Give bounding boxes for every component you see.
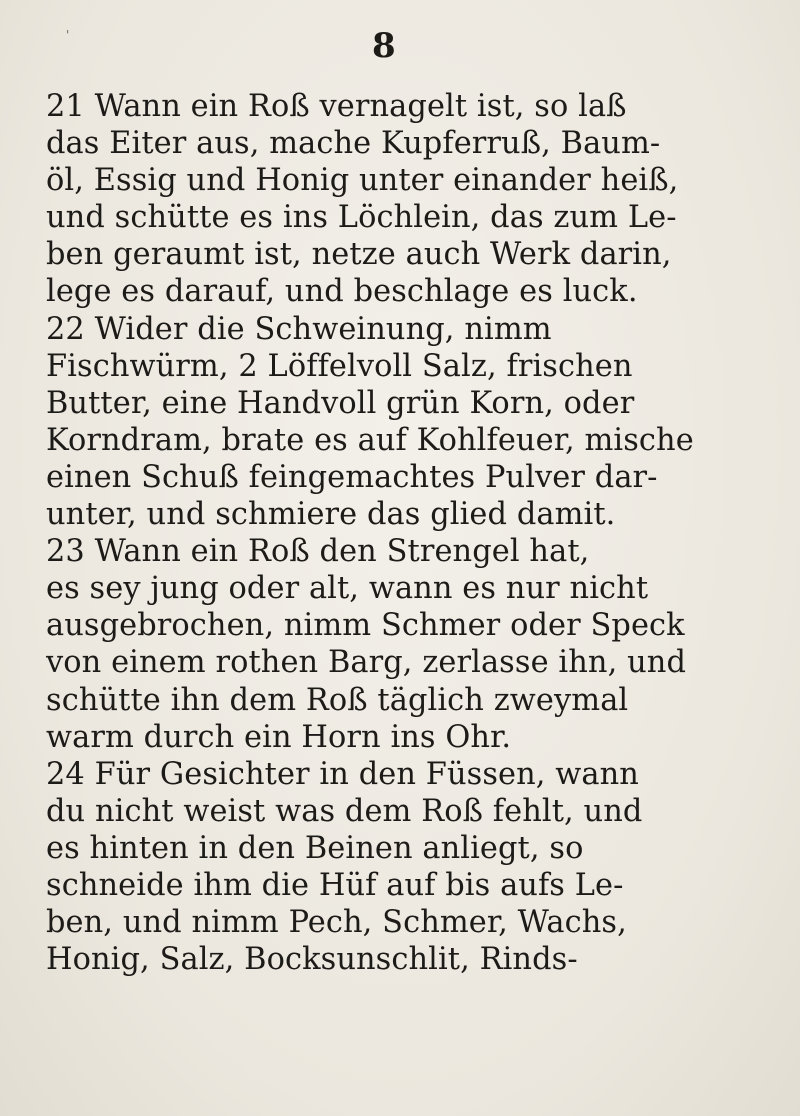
- text-line: Honig, Salz, Bocksunschlit, Rinds-: [46, 942, 578, 978]
- text-line: von einem rothen Barg, zerlasse ihn, und: [46, 645, 687, 681]
- text-line: Korndram, brate es auf Kohlfeuer, mische: [46, 422, 694, 458]
- text-line: öl, Essig und Honig unter einander heiß,: [46, 163, 679, 199]
- text-line: schütte ihn dem Roß täglich zweymal: [46, 682, 629, 718]
- text-line: Fischwürm, 2 Löffelvoll Salz, frischen: [46, 348, 633, 384]
- text-line: 24 Für Gesichter in den Füssen, wann: [46, 756, 639, 792]
- text-line: du nicht weist was dem Roß fehlt, und: [46, 793, 643, 829]
- text-line: lege es darauf, und beschlage es luck.: [46, 274, 638, 310]
- page-number: 8: [372, 26, 397, 66]
- text-line: ausgebrochen, nimm Schmer oder Speck: [46, 608, 685, 644]
- body-text: [46, 88, 770, 978]
- text-line: einen Schuß feingemachtes Pulver dar-: [46, 459, 658, 495]
- text-line: das Eiter aus, mache Kupferruß, Baum-: [46, 126, 661, 162]
- text-line: ben, und nimm Pech, Schmer, Wachs,: [46, 905, 627, 941]
- text-line: unter, und schmiere das glied damit.: [46, 497, 616, 533]
- text-line: 22 Wider die Schweinung, nimm: [46, 311, 552, 347]
- text-line: ben geraumt ist, netze auch Werk darin,: [46, 237, 672, 273]
- text-line: es sey jung oder alt, wann es nur nicht: [46, 571, 649, 607]
- corner-mark: ': [66, 28, 70, 42]
- text-line: und schütte es ins Löchlein, das zum Le-: [46, 200, 677, 236]
- text-line: schneide ihm die Hüf auf bis aufs Le-: [46, 867, 624, 903]
- text-line: es hinten in den Beinen anliegt, so: [46, 830, 584, 866]
- text-line: 23 Wann ein Roß den Strengel hat,: [46, 534, 590, 570]
- text-line: Butter, eine Handvoll grün Korn, oder: [46, 385, 635, 421]
- text-line: 21 Wann ein Roß vernagelt ist, so laß: [46, 89, 627, 124]
- text-line: warm durch ein Horn ins Ohr.: [46, 719, 512, 755]
